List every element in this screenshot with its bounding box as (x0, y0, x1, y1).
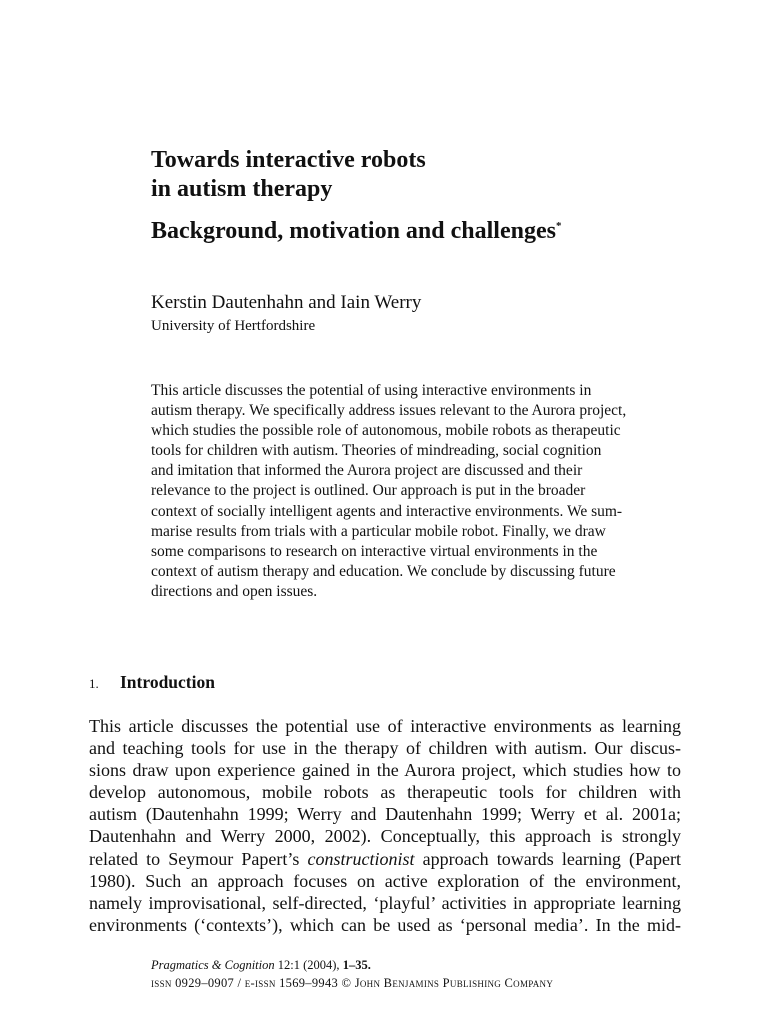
body-line (89, 848, 681, 870)
article-title-line-1: Towards interactive robots (151, 147, 426, 173)
article-subtitle (151, 217, 561, 245)
abstract-line: autism therapy. We specifically address issues relevant to the Aurora project, (151, 402, 627, 420)
article-title-line-2: in autism therapy (151, 176, 333, 202)
section-number: 1. (89, 676, 99, 691)
abstract-line: directions and open issues. (151, 582, 318, 600)
body-text-run: approach towards learning (Papert (414, 848, 682, 869)
author-affiliation: University of Hertfordshire (151, 318, 316, 334)
abstract-line: marise results from trials with a particular mobile robot. Finally, we draw (151, 522, 606, 540)
body-line: This article discusses the potential use of interactive environments as learning (89, 716, 681, 736)
body-line: namely improvisational, self-directed, ‘playful’ activities in appropriate learning (89, 892, 681, 913)
section-heading-introduction (89, 671, 215, 695)
body-line: and teaching tools for use in the therapy of children with autism. Our discus- (89, 738, 681, 759)
body-line: autism (Dautenhahn 1999; Werry and Dautenhahn 1999; Werry et al. 2001a; (89, 804, 681, 825)
abstract-line: tools for children with autism. Theories of mindreading, social cognition (151, 442, 602, 460)
author-names: Kerstin Dautenhahn and Iain Werry (151, 292, 422, 313)
issn-copyright-line: issn 0929–0907 / e-issn 1569–9943 © John Benjamins Publishing Company (151, 976, 554, 990)
citation-line (151, 956, 553, 974)
body-text-run: related to Seymour Papert’s (89, 848, 308, 869)
abstract-line: relevance to the project is outlined. Our approach is put in the broader (151, 482, 586, 500)
abstract-line: This article discusses the potential of using interactive environments in (151, 382, 592, 399)
body-line: Dautenhahn and Werry 2000, 2002). Conceptually, this approach is strongly (89, 826, 681, 847)
body-line: 1980). Such an approach focuses on active exploration of the environment, (89, 870, 681, 891)
abstract-line: context of socially intelligent agents and interactive environments. We sum- (151, 502, 623, 520)
page-footer (151, 956, 553, 992)
introduction-body (89, 715, 681, 936)
page-range: 1–35. (342, 958, 371, 972)
body-line: sions draw upon experience gained in the Aurora project, which studies how to (89, 760, 681, 781)
journal-name: Pragmatics & Cognition (151, 958, 275, 972)
abstract (151, 381, 676, 602)
body-line: environments (‘contexts’), which can be used as ‘personal media’. In the mid- (89, 914, 681, 935)
abstract-line: some comparisons to research on interactive virtual environments in the (151, 542, 598, 560)
emphasis-constructionist: constructionist (307, 848, 415, 869)
abstract-line: which studies the possible role of autonomous, mobile robots as therapeutic (151, 422, 621, 440)
volume-info: 12:1 (2004), (274, 958, 343, 972)
section-title: Introduction (120, 672, 215, 692)
article-title (151, 146, 711, 204)
body-line: develop autonomous, mobile robots as therapeutic tools for children with (89, 782, 681, 803)
abstract-line: context of autism therapy and education. We conclude by discussing future (151, 562, 616, 580)
abstract-line: and imitation that informed the Aurora project are discussed and their (151, 462, 583, 480)
article-subtitle-text: Background, motivation and challenges (151, 218, 556, 244)
footnote-marker: * (555, 220, 562, 232)
